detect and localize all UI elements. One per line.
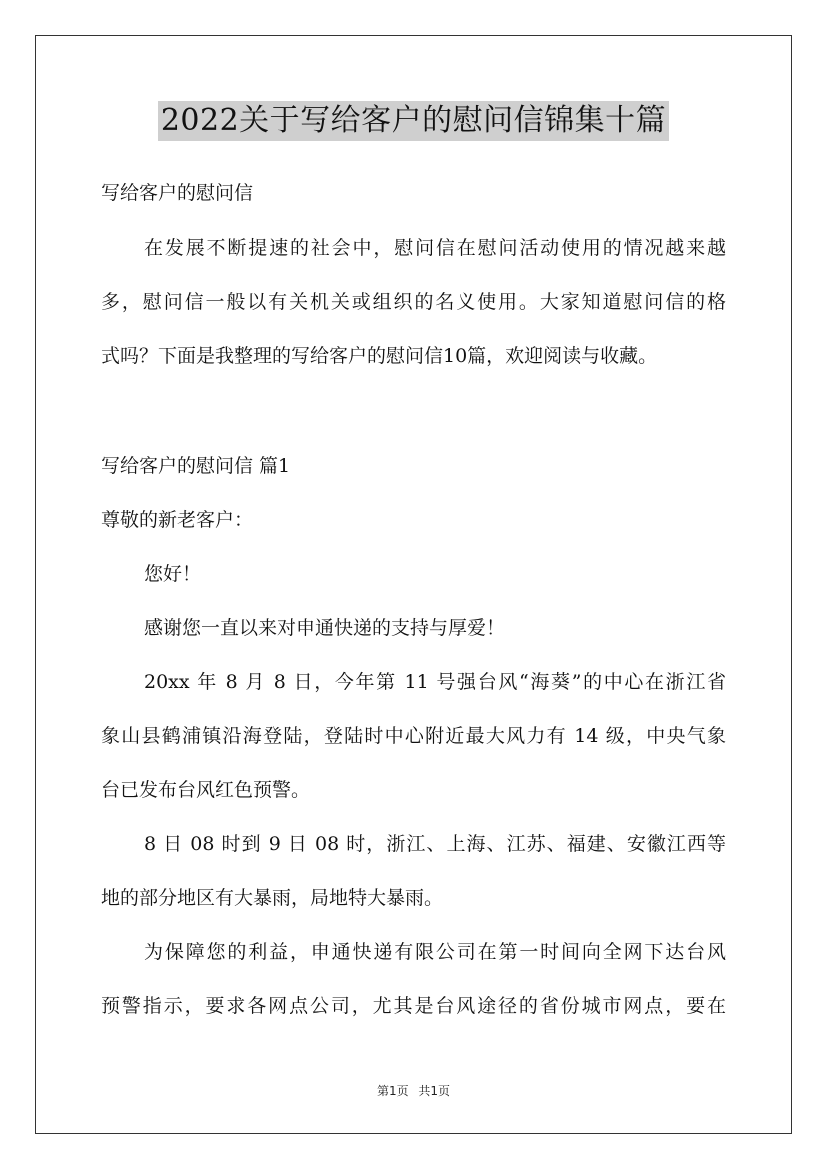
para1-line-1: 20xx 年 8 月 8 日，今年第 11 号强台风“海葵”的中心在浙江省 — [144, 671, 726, 693]
title-container — [0, 101, 827, 141]
para2-line-2: 地的部分地区有大暴雨，局地特大暴雨。 — [101, 887, 444, 909]
intro-line-2: 多，慰问信一般以有关机关或组织的名义使用。大家知道慰问信的格 — [101, 291, 726, 313]
intro-line-3: 式吗？下面是我整理的写给客户的慰问信10篇，欢迎阅读与收藏。 — [101, 345, 658, 367]
para3-line-2: 预警指示，要求各网点公司，尤其是台风途径的省份城市网点，要在 — [101, 995, 726, 1017]
para1-line-2: 象山县鹤浦镇沿海登陆，登陆时中心附近最大风力有 14 级，中央气象 — [101, 725, 726, 747]
page-footer — [0, 1083, 827, 1099]
document-title: 2022关于写给客户的慰问信锦集十篇 — [158, 101, 669, 141]
intro-line-1: 在发展不断提速的社会中，慰问信在慰问活动使用的情况越来越 — [144, 237, 726, 259]
section-heading: 写给客户的慰问信 — [101, 182, 254, 204]
para2-line-1: 8 日 08 时到 9 日 08 时，浙江、上海、江苏、福建、安徽江西等 — [144, 833, 726, 855]
thanks-line: 感谢您一直以来对申通快递的支持与厚爱！ — [144, 617, 506, 639]
greeting: 您好！ — [144, 563, 202, 585]
article-heading: 写给客户的慰问信 篇1 — [101, 455, 291, 477]
para3-line-1: 为保障您的利益，申通快递有限公司在第一时间向全网下达台风 — [144, 941, 726, 963]
salutation: 尊敬的新老客户： — [101, 509, 254, 531]
page-number: 第1页 — [376, 1084, 409, 1098]
para1-line-3: 台已发布台风红色预警。 — [101, 779, 311, 801]
page-total: 共1页 — [418, 1084, 451, 1098]
